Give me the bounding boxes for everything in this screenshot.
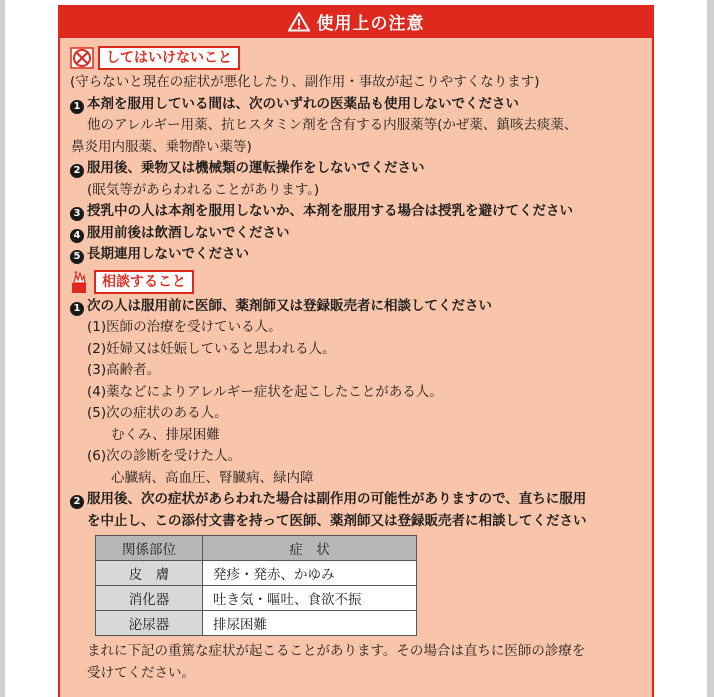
table-cell-part: 泌尿器 xyxy=(96,611,203,636)
consult-item-2-cont: を中止し、この添付文書を持って医師、薬剤師又は登録販売者に相談してください xyxy=(87,512,587,529)
consult-item-text: 服用後、次の症状があらわれた場合は副作用の可能性がありますので、直ちに服用 xyxy=(87,491,587,507)
number-badge: 3 xyxy=(70,207,84,221)
table-row xyxy=(96,586,417,611)
consult-item-text: 次の人は服用前に医師、薬剤師又は登録販売者に相談してください xyxy=(87,297,492,314)
dont-item-4 xyxy=(70,223,652,245)
dont-note: (守らないと現在の症状が悪化したり、副作用・事故が起こりやすくなります) xyxy=(70,74,540,90)
rare-note-line-1: まれに下記の重篤な症状が起こることがあります。その場合は直ちに医師の診療を xyxy=(87,643,586,659)
dont-item-1-sub-a: 他のアレルギー用薬、抗ヒスタミン剤を含有する内服薬等(かぜ薬、鎮咳去痰薬、 xyxy=(87,117,578,133)
consult-sub-5-detail: むくみ、排尿困難 xyxy=(111,426,220,443)
dont-item-2-sub: (眠気等があらわれることがあります。) xyxy=(87,181,320,198)
dont-header xyxy=(70,44,652,72)
left-edge xyxy=(0,0,5,697)
consult-sub-3: (3)高齢者。 xyxy=(87,362,161,378)
caution-panel xyxy=(58,5,654,697)
dont-item-5 xyxy=(70,244,652,266)
dont-item-text: 本剤を服用している間は、次のいずれの医薬品も使用しないでください xyxy=(87,95,519,112)
right-edge xyxy=(707,0,714,697)
table-header: 関係部位 xyxy=(96,536,203,561)
consult-sub-1: (1)医師の治療を受けている人。 xyxy=(87,319,282,335)
dont-item-3 xyxy=(70,201,652,223)
table-row xyxy=(96,561,417,586)
consult-sub-2: (2)妊婦又は妊娠していると思われる人。 xyxy=(87,340,336,357)
dont-item-text: 服用後、乗物又は機械類の運転操作をしないでください xyxy=(87,160,425,176)
consult-item-1 xyxy=(70,296,652,318)
table-cell-part: 消化器 xyxy=(96,586,203,611)
consult-sub-5: (5)次の症状のある人。 xyxy=(87,405,228,421)
dont-item-1 xyxy=(70,94,652,116)
warning-icon xyxy=(288,12,310,32)
consult-item-2 xyxy=(70,489,652,511)
dont-item-1-sub-b: 鼻炎用内服薬、乗物酔い薬等) xyxy=(71,138,252,155)
number-badge: 2 xyxy=(70,495,84,509)
consult-label: 相談すること xyxy=(94,270,194,294)
number-badge: 4 xyxy=(70,229,84,243)
table-header-row xyxy=(96,536,417,561)
consult-sub-6: (6)次の診断を受けた人。 xyxy=(87,448,242,464)
caution-content xyxy=(60,44,652,684)
table-cell-symptom: 排尿困難 xyxy=(203,611,417,636)
symptom-table xyxy=(95,535,417,636)
prohibited-icon xyxy=(70,47,94,69)
table-row xyxy=(96,611,417,636)
number-badge: 1 xyxy=(70,302,84,316)
table-header: 症 状 xyxy=(203,536,417,561)
rare-note-line-2: 受けてください。 xyxy=(87,664,195,681)
dont-item-text: 服用前後は飲酒しないでください xyxy=(87,224,290,241)
banner-title: 使用上の注意 xyxy=(316,14,425,34)
dont-item-text: 授乳中の人は本剤を服用しないか、本剤を服用する場合は授乳を避けてください xyxy=(87,203,573,219)
number-badge: 1 xyxy=(70,100,84,114)
number-badge: 5 xyxy=(70,250,84,264)
table-cell-part: 皮 膚 xyxy=(96,561,203,586)
consult-header xyxy=(70,268,652,296)
table-cell-symptom: 発疹・発赤、かゆみ xyxy=(203,561,417,586)
consult-sub-6-detail: 心臓病、高血圧、腎臓病、緑内障 xyxy=(111,469,314,486)
dont-item-text: 長期連用しないでください xyxy=(87,246,249,262)
dont-label: してはいけないこと xyxy=(98,46,240,70)
dont-item-2 xyxy=(70,158,652,180)
number-badge: 2 xyxy=(70,164,84,178)
table-cell-symptom: 吐き気・嘔吐、食欲不振 xyxy=(203,586,417,611)
consult-sub-4: (4)薬などによりアレルギー症状を起こしたことがある人。 xyxy=(87,383,443,400)
caution-banner xyxy=(60,5,652,38)
consult-icon xyxy=(70,270,90,294)
